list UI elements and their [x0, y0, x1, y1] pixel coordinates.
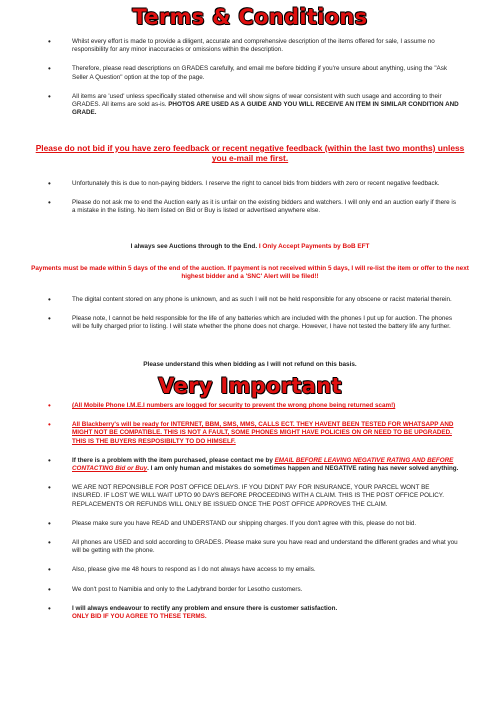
item-text: The digital content stored on any phone is unknown, and as such I will not be held responsible for any obscene or racist material therein.: [72, 296, 452, 303]
feedback-warning: Please do not bid if you have zero feedback or recent negative feedback (within the last two months) unless you e-mail me first.: [35, 143, 465, 164]
list-item: [48, 199, 460, 215]
list-item: [48, 296, 460, 304]
bullet-icon: •: [48, 455, 51, 465]
item-text: Please do not ask me to end the Auction early as it is unfair on the existing bidders and watchers. I will only end an auction early if there is a mistake in the listing. No item listed on Bid or Buy is listed or advertised anywhere else.: [72, 199, 456, 215]
bullet-icon: •: [48, 420, 51, 430]
bullet-icon: •: [48, 538, 51, 548]
list-item: [48, 457, 460, 473]
important-title: Very Important: [158, 374, 342, 398]
terms-list-1: [48, 38, 460, 117]
item-text: Therefore, please read descriptions on GRADES carefully, and email me before bidding if you're unsure about anything, using the "Ask Seller A Question" option at the top of the page.: [72, 65, 448, 81]
item-text: All items are 'used' unless specifically stated otherwise and will show signs of wear consistent with such usage and according to their GRADES. All items are sold as-is.: [72, 92, 442, 109]
item-text: If there is a problem with the item purchased, please contact me by: [72, 456, 275, 464]
list-item: [48, 93, 460, 118]
bullet-icon: •: [48, 314, 51, 324]
bullet-icon: •: [48, 179, 51, 188]
list-item: [48, 180, 460, 188]
bullet-icon: •: [48, 198, 51, 208]
item-text: All phones are USED and sold according to GRADES. Please make sure you have read and understand the different grades and what you will be getting with the phone.: [72, 539, 458, 555]
email-link[interactable]: EMAIL BEFORE LEAVING NEGATIVE RATING AND BEFORE CONTACTING Bid or Buy: [72, 456, 454, 473]
item-bold-text: PHOTOS ARE USED AS A GUIDE AND YOU WILL RECEIVE AN ITEM IN SIMILAR CONDITION AND GRADE.: [72, 101, 459, 117]
list-item: [48, 484, 460, 509]
payment-notice: Payments must be made within 5 days of the end of the auction. If payment is not received within 5 days, I will re-list the item or offer to the next highest bidder and a 'SNC' Alert will be filed!!: [31, 265, 469, 281]
item-text: Unfortunately this is due to non-paying bidders. I reserve the right to cancel bids from bidders with zero or recent negative feedback.: [72, 180, 440, 187]
list-item: [48, 38, 460, 54]
item-text: All Blackberry's will be ready for INTERNET, BBM, SMS, MMS, CALLS ECT. THEY HAVENT BEEN TESTED FOR WHATSAPP AND MIGHT NOT BE COMPATIBLE. THIS IS NOT A FAULT, SOME PHONES MIGHT HAVE POLICIES ON OR NEED TO BE UPGRADED. THIS IS THE BUYERS RESPOSIBILTY TO DO HIMSELF.: [72, 421, 454, 445]
list-item: [48, 65, 460, 81]
bullet-icon: •: [48, 518, 51, 528]
item-text: . I am only human and mistakes do sometimes happen and NEGATIVE rating has never solved anything.: [147, 465, 459, 473]
bullet-icon: •: [48, 37, 51, 46]
item-text: WE ARE NOT REPONSIBLE FOR POST OFFICE DELAYS. IF YOU DIDNT PAY FOR INSURANCE, YOUR PARCEL WONT BE INSURED. IF LOST WE WILL WAIT UPTO 90 DAYS BEFORE PROCEEDING WITH A CLAIM. THIS IS THE POST OFFICE POLICY. REPLACEMENTS OR REFUNDS WILL ONLY BE ISSUED ONCE THE POST OFFICE APPROVES THE CLAIM.: [72, 484, 444, 508]
auctions-line: [30, 243, 470, 251]
list-item: [48, 586, 460, 594]
bullet-icon: •: [48, 584, 51, 594]
refund-line: Please understand this when bidding as I will not refund on this basis.: [143, 361, 357, 368]
payment-method-text: I Only Accept Payments by BoB EFT: [258, 243, 370, 250]
bullet-icon: •: [48, 603, 51, 613]
terms-list-3: [48, 296, 460, 332]
item-text: We don't post to Namibia and only to the Ladybrand border for Lesotho customers.: [72, 585, 303, 593]
bullet-icon: •: [48, 483, 51, 493]
bullet-icon: •: [48, 401, 51, 410]
item-text: Also, please give me 48 hours to respond as I do not always have access to my emails.: [72, 566, 316, 574]
agree-text: ONLY BID IF YOU AGREE TO THESE TERMS.: [72, 613, 207, 621]
terms-list-2: [48, 180, 460, 216]
item-text: Please note, I cannot be held responsible for the life of any batteries which are included with the phones I put up for auction. The phones will be fully charged prior to listing. I will state whether the phone does not charge. However, I have not tested the battery life any further.: [72, 315, 453, 331]
list-item: [48, 315, 460, 331]
list-item: [48, 402, 460, 410]
item-text: (All Mobile Phone I.M.E.I numbers are logged for security to prevent the wrong phone being returned scam!): [72, 402, 396, 409]
list-item: [48, 421, 460, 446]
auctions-text: I always see Auctions through to the End.: [130, 243, 259, 250]
important-list: [48, 402, 460, 621]
list-item: [48, 520, 460, 528]
list-item: [48, 605, 460, 621]
list-item: [48, 566, 460, 574]
item-text: Whilst every effort is made to provide a diligent, accurate and comprehensive description of the items offered for sale, I assume no responsibility for any minor inaccuracies or omissions within the description.: [72, 38, 435, 54]
page-title: Terms & Conditions: [132, 5, 368, 29]
bullet-icon: •: [48, 91, 51, 101]
bullet-icon: •: [48, 64, 51, 74]
bullet-icon: •: [48, 295, 51, 304]
item-text: I will always endeavour to rectify any problem and ensure there is customer satisfaction.: [72, 604, 338, 612]
bullet-icon: •: [48, 565, 51, 575]
item-text: Please make sure you have READ and UNDERSTAND our shipping charges. If you don't agree with this, please do not bid.: [72, 519, 417, 527]
list-item: [48, 539, 460, 555]
